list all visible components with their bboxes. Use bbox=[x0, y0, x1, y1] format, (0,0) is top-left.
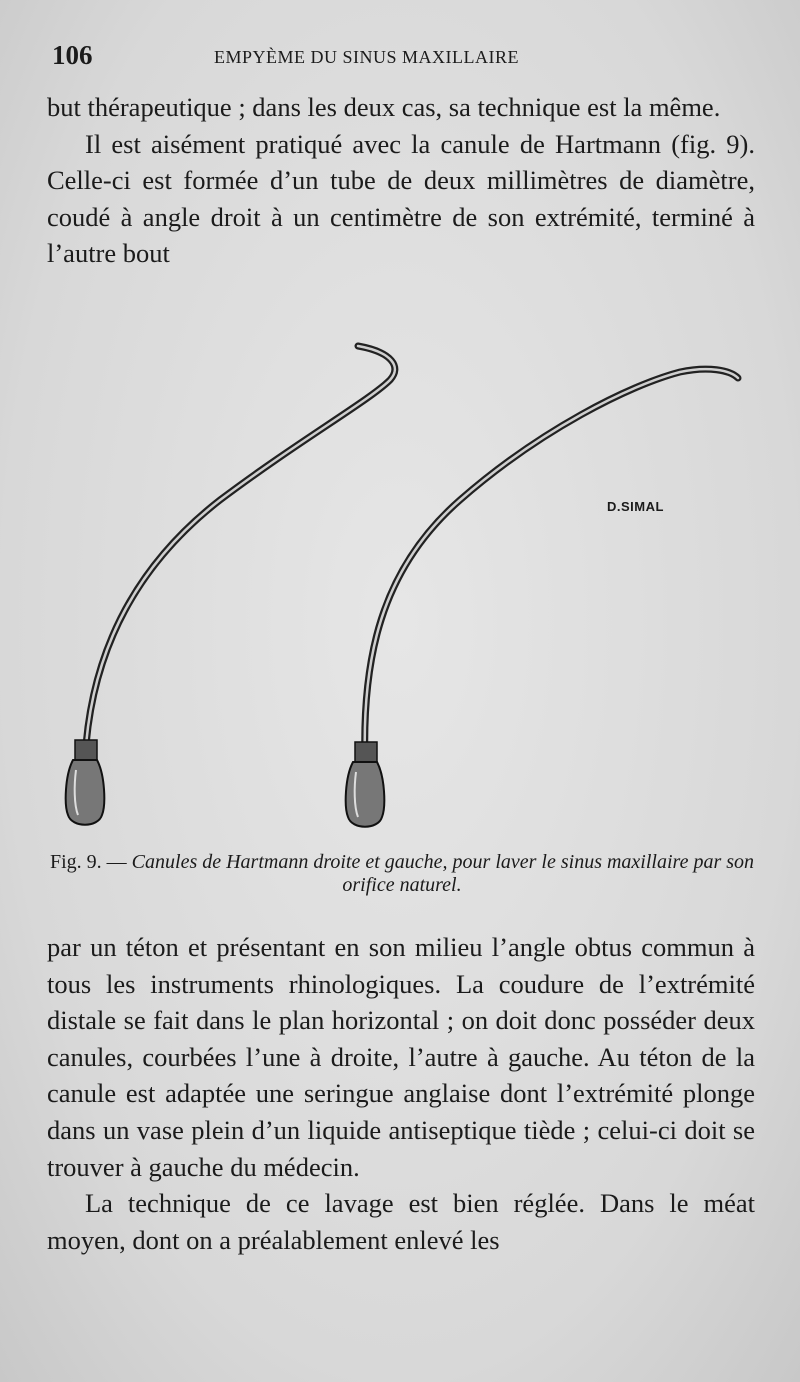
paragraph: Il est aisément pratiqué avec la canule de Hartmann (fig. 9). Celle-ci est formée d’un tube de deux millimètres de diamètre, coudé à angle droit à un centimètre de son extrémité, terminé à l’autre bout bbox=[47, 128, 755, 269]
right-cannula bbox=[346, 369, 738, 827]
caption-label: Fig. 9. — bbox=[49, 851, 127, 873]
cannula-illustration bbox=[40, 330, 760, 850]
figure-caption bbox=[46, 851, 758, 897]
paragraph: par un téton et présentant en son milieu l’angle obtus commun à tous les instruments rhinologiques. La coudure de l’extrémité distale se fait dans le plan horizontal ; on doit donc posséder deux canules, courbées l’une à droite, l’autre à gauche. Au téton de la canule est adaptée une seringue anglaise dont l’extrémité plonge dans un vase plein d’un liquide antiseptique tiède ; celui-ci doit se trouver à gauche du médecin. bbox=[47, 932, 755, 1182]
bottom-text-block bbox=[47, 929, 755, 1258]
figure-cannulas bbox=[40, 330, 760, 850]
paragraph: but thérapeutique ; dans les deux cas, sa technique est la même. bbox=[47, 92, 721, 122]
engraver-signature: D.SIMAL bbox=[607, 499, 664, 514]
left-cannula bbox=[66, 346, 395, 825]
page-header bbox=[52, 40, 752, 76]
running-title: EMPYÈME DU SINUS MAXILLAIRE bbox=[214, 47, 519, 67]
paragraph: La technique de ce lavage est bien réglée. Dans le méat moyen, dont on a préalablement enlevé les bbox=[47, 1188, 755, 1255]
page-number: 106 bbox=[52, 40, 93, 70]
caption-text: Canules de Hartmann droite et gauche, pour laver le sinus maxillaire par son orifice naturel. bbox=[131, 851, 755, 896]
top-text-block bbox=[47, 89, 755, 272]
